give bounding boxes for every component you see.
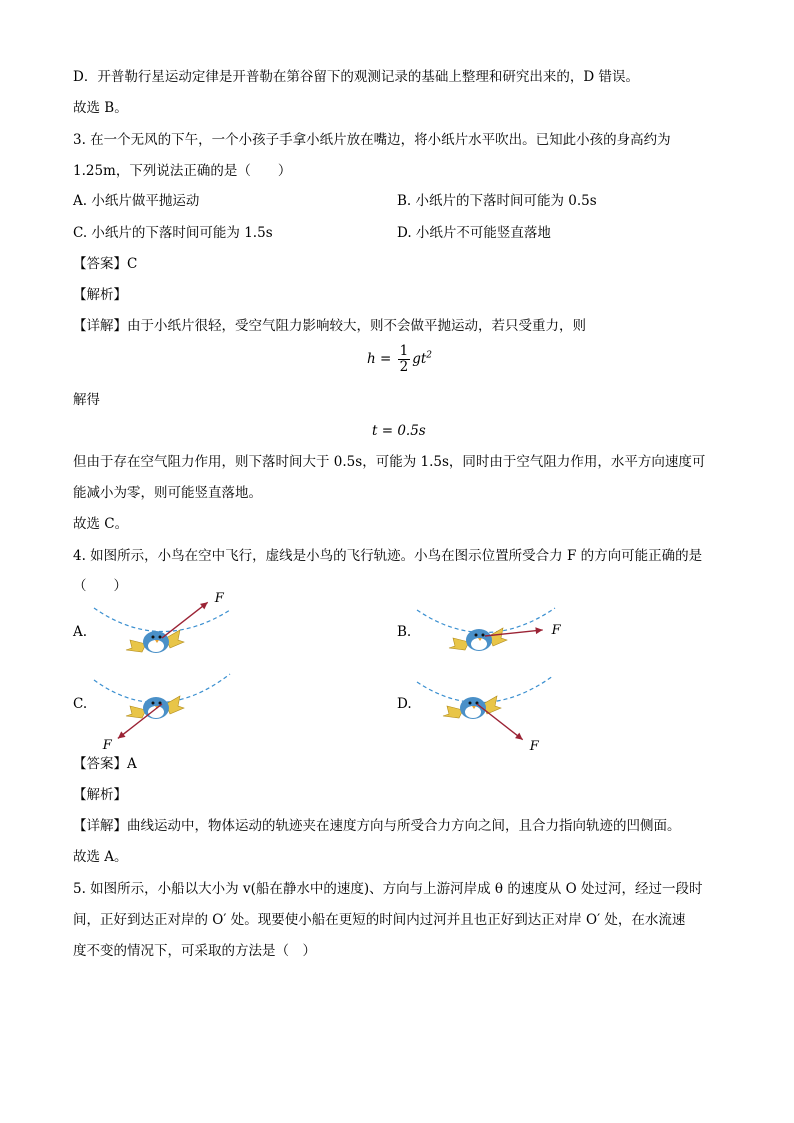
equation-time: t = 0.5s (372, 423, 426, 439)
force-line (162, 602, 208, 638)
q4-stem-line2: （ ） (73, 578, 127, 594)
q5-stem-line2: 间，正好到达正对岸的 O′ 处。现要使小船在更短的时间内过河并且也正好到达正对岸 O′ 处，在水流速 (73, 912, 686, 928)
q3-stem-line2: 1.25m，下列说法正确的是（ ） (73, 163, 292, 179)
equation-height (367, 344, 432, 375)
bird-eye-right (159, 636, 162, 639)
option-d-explanation: D．开普勒行星运动定律是开普勒在第谷留下的观测记录的基础上整理和研究出来的，D 错误。 (73, 69, 639, 85)
bird-wing-left (443, 706, 463, 718)
q5-stem-line1: 5. 如图所示，小船以大小为 v(船在静水中的速度)、方向与上游河岸成 θ 的速度从 O 处过河，经过一段时 (73, 881, 703, 897)
bird-icon (449, 628, 507, 651)
q4-answer: 【答案】A (73, 756, 137, 772)
q4-conclusion: 故选 A。 (73, 849, 128, 865)
q4-figure-d-label: D. (397, 696, 412, 712)
force-arrow (477, 704, 540, 754)
q3-conclusion: 故选 C。 (73, 516, 129, 532)
q4-figure-c (92, 670, 237, 754)
q3-answer: 【答案】C (73, 256, 138, 272)
bird-icon (126, 630, 184, 653)
q4-detail: 【详解】曲线运动中，物体运动的轨迹夹在速度方向与所受合力方向之间，且合力指向轨迹的凹侧面。 (73, 818, 681, 834)
bird-eye-right (482, 634, 485, 637)
force-arrow (162, 591, 225, 638)
q2-conclusion: 故选 B。 (73, 100, 128, 116)
fraction-denominator: 2 (399, 359, 409, 375)
q4-figure-b (415, 598, 560, 668)
bird-eye-left (152, 702, 155, 705)
fraction-one-half (398, 344, 411, 375)
q3-detail: 【详解】由于小纸片很轻，受空气阻力影响较大，则不会做平抛运动，若只受重力，则 (73, 318, 586, 334)
q4-stem-line1: 4. 如图所示，小鸟在空中飞行，虚线是小鸟的飞行轨迹。小鸟在图示位置所受合力 F 的方向可能正确的是 (73, 548, 703, 564)
bird-eye-left (152, 636, 155, 639)
q3-option-c: C. 小纸片的下落时间可能为 1.5s (73, 225, 273, 241)
bird-wing-left (126, 640, 146, 652)
flight-trajectory (417, 608, 555, 633)
force-line (477, 704, 523, 740)
force-line (485, 630, 543, 636)
flight-trajectory (94, 608, 230, 632)
equation-lhs: h = (367, 351, 392, 367)
q4-figure-d (415, 670, 560, 755)
q3-option-d: D. 小纸片不可能竖直落地 (397, 225, 551, 241)
flight-trajectory (417, 676, 553, 703)
bird-wing-left (449, 638, 469, 650)
force-label: F (102, 738, 112, 754)
q4-figure-a-label: A. (73, 624, 88, 640)
bird-belly (471, 638, 487, 650)
equation-rhs: gt (412, 351, 427, 367)
q4-analysis-heading: 【解析】 (73, 787, 127, 803)
bird-wing-right (166, 696, 184, 714)
q3-text-line2: 能减小为零，则可能竖直落地。 (73, 485, 262, 501)
q3-text-line1: 但由于存在空气阻力作用，则下落时间大于 0.5s，可能为 1.5s，同时由于空气阻力作用，水平方向速度可 (73, 454, 706, 470)
q3-analysis-heading: 【解析】 (73, 287, 127, 303)
q3-solve-label: 解得 (73, 392, 100, 408)
q5-stem-line3: 度不变的情况下，可采取的方法是（ ） (73, 943, 316, 959)
force-label: F (529, 739, 539, 755)
bird-eye-left (475, 634, 478, 637)
equation-exponent: 2 (426, 350, 433, 361)
q3-option-a: A. 小纸片做平抛运动 (73, 193, 200, 209)
force-arrowhead (515, 733, 523, 740)
q4-figure-c-label: C. (73, 696, 88, 712)
q4-figure-b-label: B. (397, 624, 412, 640)
force-label: F (551, 622, 561, 638)
q3-option-b: B. 小纸片的下落时间可能为 0.5s (397, 193, 597, 209)
bird-belly (148, 640, 164, 652)
force-arrowhead (118, 731, 126, 738)
bird-eye-left (469, 702, 472, 705)
fraction-numerator: 1 (399, 343, 409, 359)
q3-stem-line1: 3. 在一个无风的下午，一个小孩子手拿小纸片放在嘴边，将小纸片水平吹出。已知此小孩的身高约为 (73, 132, 671, 148)
bird-wing-left (126, 706, 146, 718)
bird-belly (465, 706, 481, 718)
force-arrowhead (200, 602, 208, 609)
q4-figure-a (92, 590, 237, 668)
force-label: F (214, 590, 224, 606)
